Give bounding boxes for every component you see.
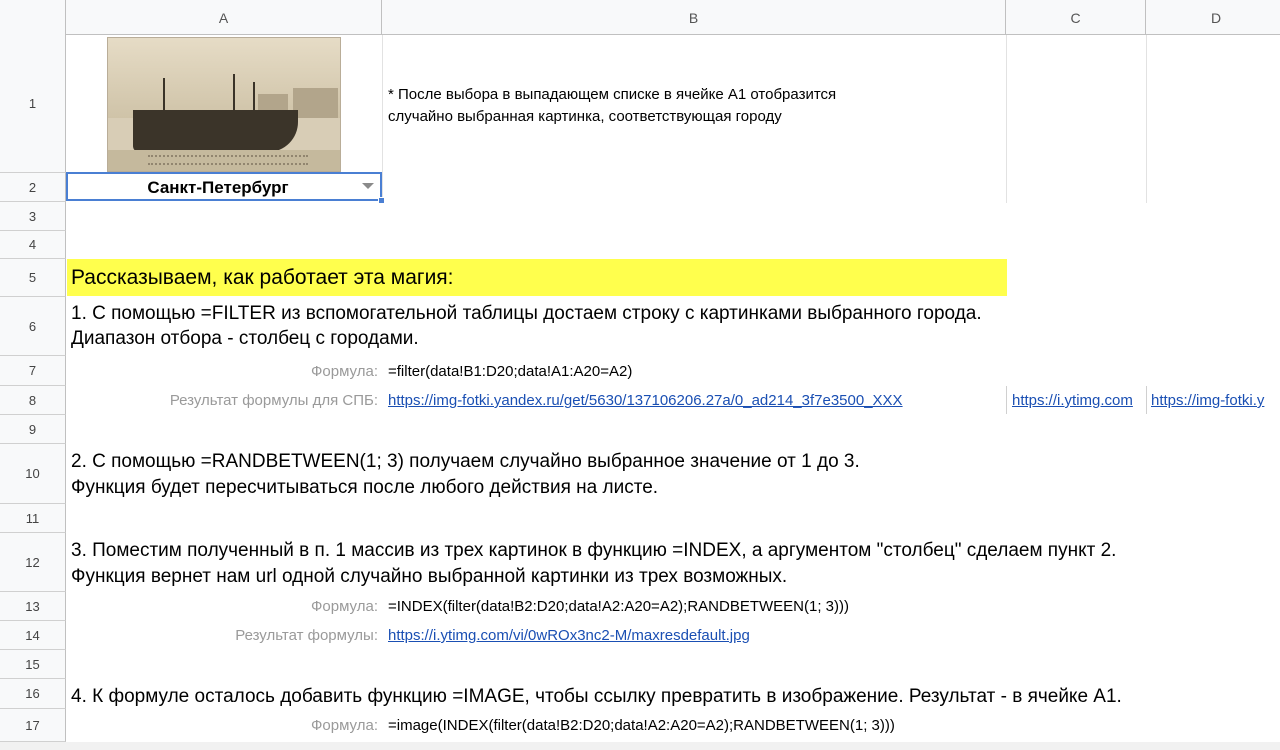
column-header-b[interactable]: B xyxy=(382,0,1006,35)
heading: Рассказываем, как работает эта магия: xyxy=(71,266,454,289)
row-header-10[interactable]: 10 xyxy=(0,444,66,504)
step4-formula: =image(INDEX(filter(data!B2:D20;data!A2:A20=A2);RANDBETWEEN(1; 3))) xyxy=(388,717,895,734)
column-header-a[interactable]: A xyxy=(66,0,382,35)
step4-line-1: 4. К формуле осталось добавить функцию =IMAGE, чтобы ссылку превратить в изображение. Результат - в ячейке А1. xyxy=(71,686,1122,707)
step2-line-1: 2. С помощью =RANDBETWEEN(1; 3) получаем случайно выбранное значение от 1 до 3. xyxy=(71,451,860,472)
step1-result-link-1[interactable]: https://img-fotki.yandex.ru/get/5630/137106206.27a/0_ad214_3f7e3500_XXX xyxy=(388,392,903,409)
step1-formula: =filter(data!B1:D20;data!A1:A20=A2) xyxy=(388,363,633,380)
gridline xyxy=(1146,35,1147,203)
row-header-7[interactable]: 7 xyxy=(0,356,66,386)
chevron-down-icon[interactable] xyxy=(362,183,374,189)
step3-line-2: Функция вернет нам url одной случайно выбранной картинки из трех возможных. xyxy=(71,566,788,587)
row-header-6[interactable]: 6 xyxy=(0,297,66,356)
step3-result-link[interactable]: https://i.ytimg.com/vi/0wROx3nc2-M/maxresdefault.jpg xyxy=(388,627,750,644)
gridline xyxy=(1146,386,1147,414)
step4-formula-label: Формула: xyxy=(310,717,378,734)
row-header-9[interactable]: 9 xyxy=(0,415,66,444)
fill-handle[interactable] xyxy=(378,197,385,204)
row-header-8[interactable]: 8 xyxy=(0,386,66,415)
step1-result-link-3[interactable]: https://img-fotki.y xyxy=(1151,392,1265,409)
row-header-17[interactable]: 17 xyxy=(0,709,66,742)
gridline xyxy=(1006,35,1007,203)
row-header-15[interactable]: 15 xyxy=(0,650,66,679)
row-header-3[interactable]: 3 xyxy=(0,202,66,231)
row-header-2[interactable]: 2 xyxy=(0,173,66,202)
gridline xyxy=(382,35,383,203)
note-line-2: случайно выбранная картинка, соответствующая городу xyxy=(388,108,782,125)
step3-formula: =INDEX(filter(data!B2:D20;data!A2:A20=A2);RANDBETWEEN(1; 3))) xyxy=(388,598,850,615)
row-header-5[interactable]: 5 xyxy=(0,259,66,297)
step3-result-label: Результат формулы: xyxy=(235,627,378,644)
step2-line-2: Функция будет пересчитываться после любого действия на листе. xyxy=(71,477,659,498)
select-all-corner[interactable] xyxy=(0,0,66,35)
gridline xyxy=(1006,386,1007,414)
dropdown-value: Санкт-Петербург xyxy=(147,178,289,197)
row-header-4[interactable]: 4 xyxy=(0,231,66,259)
city-dropdown[interactable] xyxy=(66,172,382,201)
column-header-d[interactable]: D xyxy=(1210,9,1222,26)
step3-line-1: 3. Поместим полученный в п. 1 массив из трех картинок в функцию =INDEX, а аргументом "столбец" сделаем пункт 2. xyxy=(71,540,1117,561)
row-header-16[interactable]: 16 xyxy=(0,679,66,709)
column-header-c[interactable]: C xyxy=(1006,0,1146,35)
row-header-1[interactable]: 1 xyxy=(0,35,66,173)
step1-line-1: 1. С помощью =FILTER из вспомогательной таблицы достаем строку с картинками выбранного города. xyxy=(71,303,982,324)
step1-result-label: Результат формулы для СПБ: xyxy=(169,392,378,409)
row-header-14[interactable]: 14 xyxy=(0,621,66,650)
ship-in-dock-photo xyxy=(107,37,341,172)
step1-result-link-2[interactable]: https://i.ytimg.com xyxy=(1012,392,1133,409)
row-header-12[interactable]: 12 xyxy=(0,533,66,592)
step1-line-2: Диапазон отбора - столбец с городами. xyxy=(71,328,419,349)
row-header-11[interactable]: 11 xyxy=(0,504,66,533)
row-header-13[interactable]: 13 xyxy=(0,592,66,621)
step3-formula-label: Формула: xyxy=(310,598,378,615)
step1-formula-label: Формула: xyxy=(310,363,378,380)
note-line-1: * После выбора в выпадающем списке в ячейке А1 отобразится xyxy=(388,86,837,103)
sheet-bottom-edge xyxy=(0,742,1280,750)
